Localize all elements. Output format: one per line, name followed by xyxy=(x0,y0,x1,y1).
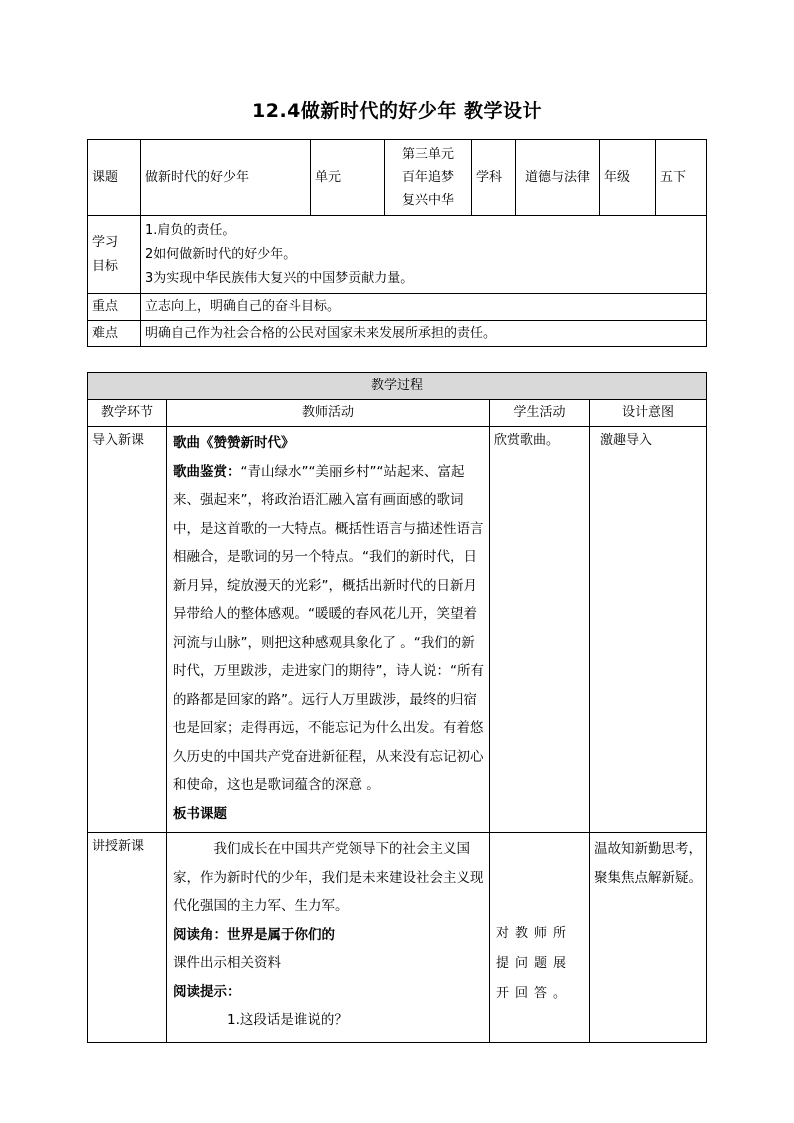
appreciation-text: “青山绿水”“美丽乡村”“站起来、富起来、强起来”，将政治语汇融入富有画面感的歌词中，是这首歌的一大特点。概括性语言与描述性语言相融合，是歌词的另一个特点。“我们的新时代，日新月异，绽放漫天的光彩”，概括出新时代的日新月异带给人的整体感观。“暖暖的春风花儿开，笑望着河流与山脉”，则把这种感观具象化了 。“我们的新时代，万里跋涉，走进家门的期待”，诗人说：“所有的路都是回家的路”。远行人万里跋涉，最终的归宿也是回家；走得再远，不能忘记为什么出发。有着悠久历史的中国共产党奋进新征程，从来没有忘记初心和使命，这也是歌词蕴含的深意 。 xyxy=(173,463,484,793)
material-note: 课件出示相关资料 xyxy=(173,955,281,971)
teacher-activity-cell xyxy=(167,833,490,1043)
unit-line: 第三单元 xyxy=(401,147,454,162)
stage-cell: 导入新课 xyxy=(88,427,167,833)
goals-list xyxy=(141,216,707,294)
reading-tip-label: 阅读提示： xyxy=(173,983,241,1000)
process-header: 教学过程 xyxy=(88,373,707,400)
goal-item: 3为实现中华民族伟大复兴的中国梦贡献力量。 xyxy=(145,270,414,286)
appreciation-label: 歌曲鉴赏： xyxy=(173,463,241,480)
page-title: 12.4做新时代的好少年 教学设计 xyxy=(252,100,542,122)
key-point-value: 立志向上，明确自己的奋斗目标。 xyxy=(141,294,707,321)
grade-value: 五下 xyxy=(656,140,707,216)
student-activity-cell: 欣赏歌曲。 xyxy=(490,427,590,833)
unit-line: 百年追梦 xyxy=(401,170,454,185)
info-table xyxy=(87,139,707,347)
subject-label: 学科 xyxy=(472,140,516,216)
column-header: 教学环节 xyxy=(88,400,167,427)
goals-label xyxy=(88,216,141,294)
difficult-point-label: 难点 xyxy=(88,321,141,347)
unit-line: 复兴中华 xyxy=(401,193,454,208)
question-item: 1.这段话是谁说的？ xyxy=(227,1012,348,1028)
teacher-activity-cell xyxy=(167,427,490,833)
difficult-point-value: 明确自己作为社会合格的公民对国家未来发展所承担的责任。 xyxy=(141,321,707,347)
student-activity-cell: 对教师所提问题展开回答。 xyxy=(490,833,590,1043)
board-title: 板书课题 xyxy=(173,805,227,822)
unit-value xyxy=(385,140,472,216)
song-title: 歌曲《赞赞新时代》 xyxy=(173,435,295,451)
column-header: 设计意图 xyxy=(590,400,707,427)
song-appreciation xyxy=(173,458,485,800)
table-row xyxy=(88,833,707,1043)
reading-angle: 阅读角：世界是属于你们的 xyxy=(173,926,335,943)
process-table xyxy=(87,372,707,1043)
column-header: 教师活动 xyxy=(167,400,490,427)
stage-cell: 讲授新课 xyxy=(88,833,167,1043)
goals-label-line: 学习 xyxy=(92,234,119,250)
lesson-paragraph: 我们成长在中国共产党领导下的社会主义国家，作为新时代的少年，我们是未来建设社会主义现代化强国的主力军、生力军。 xyxy=(173,841,484,914)
goal-item: 1.肩负的责任。 xyxy=(145,222,236,238)
unit-label: 单元 xyxy=(311,140,385,216)
goals-label-line: 目标 xyxy=(92,258,119,274)
topic-label: 课题 xyxy=(88,140,141,216)
key-point-label: 重点 xyxy=(88,294,141,321)
goal-item: 2如何做新时代的好少年。 xyxy=(145,246,297,262)
design-intent-cell: 温故知新勤思考，聚集焦点解新疑。 xyxy=(590,833,707,1043)
grade-label: 年级 xyxy=(600,140,656,216)
column-header: 学生活动 xyxy=(490,400,590,427)
table-row xyxy=(88,427,707,833)
subject-value: 道德与法律 xyxy=(516,140,600,216)
topic-value: 做新时代的好少年 xyxy=(141,140,311,216)
design-intent-cell: 激趣导入 xyxy=(590,427,707,833)
